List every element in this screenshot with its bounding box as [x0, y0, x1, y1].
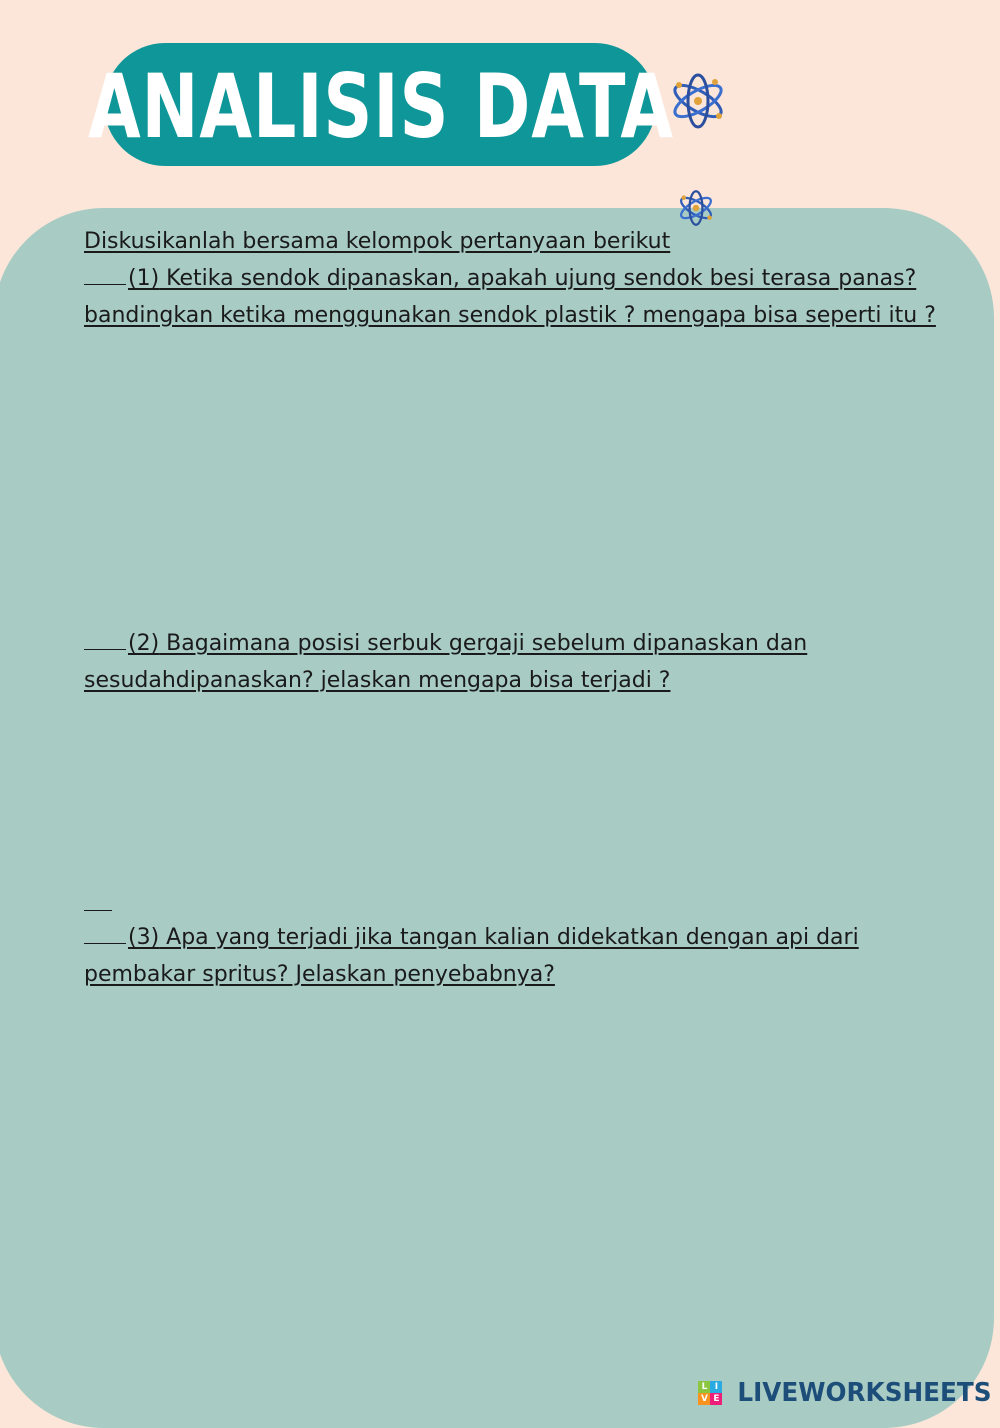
indent-line	[84, 627, 126, 650]
indent-line	[84, 921, 126, 944]
question-2	[84, 626, 974, 699]
instruction-text: Diskusikanlah bersama kelompok pertanyaan berikut	[84, 229, 671, 254]
question-3	[84, 920, 974, 993]
question-text: Bagaimana posisi serbuk gergaji sebelum dipanaskan dan sesudahdipanaskan? jelaskan mengapa bisa terjadi ?	[84, 631, 808, 693]
atom-icon	[676, 188, 716, 228]
indent-line	[84, 262, 126, 285]
question-number: (1)	[128, 266, 160, 291]
page-title: ANALISIS DATA	[88, 55, 674, 158]
question-text: Ketika sendok dipanaskan, apakah ujung sendok besi terasa panas? bandingkan ketika menggunakan sendok plastik ? mengapa bisa seperti itu ?	[84, 266, 936, 328]
question-number: (3)	[128, 925, 160, 950]
question-number: (2)	[128, 631, 160, 656]
atom-icon	[668, 70, 728, 132]
brand-name: LIVEWORKSHEETS	[737, 1378, 992, 1408]
liveworksheets-brand	[698, 1378, 992, 1408]
question-text: Apa yang terjadi jika tangan kalian didekatkan dengan api dari pembakar spritus? Jelaskan penyebabnya?	[84, 925, 859, 987]
worksheet-panel	[0, 208, 994, 1428]
question-1	[84, 261, 974, 334]
liveworksheets-logo-icon: L I V E	[698, 1381, 722, 1405]
divider-line	[84, 910, 112, 911]
